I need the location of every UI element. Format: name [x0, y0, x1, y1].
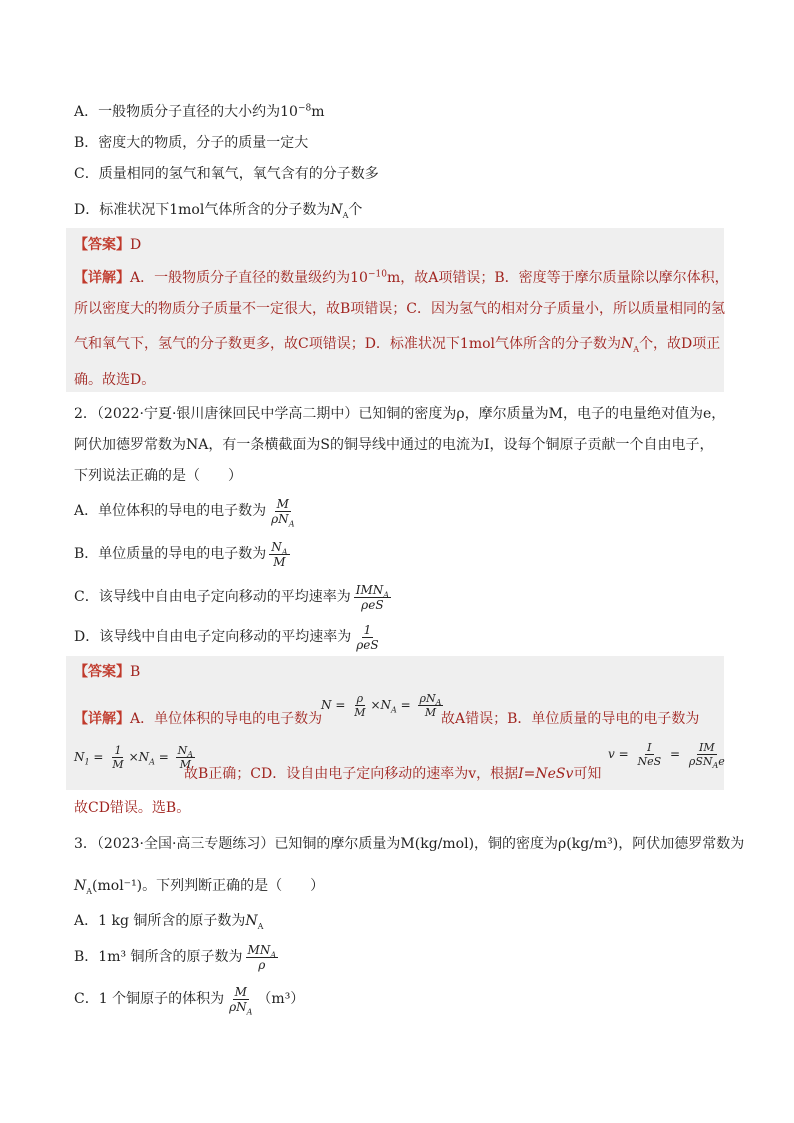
eq2-f2-den: M [179, 758, 191, 771]
eq1-equals: = [400, 698, 411, 712]
q2-detail-1a: A．单位体积的导电的电子数为 [130, 711, 323, 727]
q1-option-a-unit: m [311, 104, 325, 120]
q2-option-d-text: D．该导线中自由电子定向移动的平均速率为 [74, 629, 352, 645]
q1-detail-3-pre: 气和氧气下，氢气的分子数更多，故C项错误；D．标准状况下1mol气体所含的分子数为 [74, 336, 622, 352]
q2-answer-tag: 【答案】 [74, 664, 130, 680]
q2-equation-1 [321, 692, 446, 719]
q2-option-c-den: ρeS [361, 597, 384, 612]
q2-option-c-num: IMN [355, 582, 384, 597]
eq2-f1-num: 1 [114, 744, 122, 757]
q2-stem-line-2: 阿伏加德罗常数为NA，有一条横截面为S的铜导线中通过的电流为I，设每个铜原子贡献一个自由电子， [74, 437, 714, 453]
q2-option-b-num: N [271, 539, 282, 554]
q2-option-c [74, 580, 394, 614]
q2-option-d [74, 620, 384, 654]
q3-stem-sub: A [86, 886, 93, 896]
q2-option-a-den: ρN [271, 511, 289, 526]
q3-option-a-var: N [245, 913, 258, 929]
q3-option-b-text: B．1m³ 铜所含的原子数为 [74, 949, 243, 965]
q2-detail-2b: I=NeSv [518, 766, 574, 782]
q1-detail-tag: 【详解】 [74, 270, 130, 286]
q3-stem-line-1: 3．（2023·全国·高三专题练习）已知铜的摩尔质量为M(kg/mol)，铜的密度为ρ(kg/m³)，阿伏加德罗常数为 [74, 836, 745, 852]
q2-detail-tag: 【详解】 [74, 711, 130, 727]
q1-detail-line-1 [74, 268, 729, 288]
eq3-lhs: v = [608, 747, 629, 761]
q3-option-b-fraction [246, 943, 279, 972]
q2-option-a-text: A．单位体积的导电的电子数为 [74, 503, 267, 519]
q2-answer [74, 662, 140, 682]
q1-detail-1-pre: A．一般物质分子直径的数量级约为10 [130, 270, 368, 286]
q2-option-d-num: 1 [363, 622, 372, 637]
q1-detail-line-3 [74, 334, 720, 354]
q2-option-c-fraction [354, 583, 391, 612]
eq1-f2-den: M [424, 706, 437, 719]
q1-detail-1-post: m，故A项错误；B．密度等于摩尔质量除以摩尔体积， [386, 270, 729, 286]
q1-detail-3-var: N [621, 336, 634, 352]
q3-stem-var: N [74, 878, 87, 894]
q3-option-c [74, 982, 304, 1016]
q3-option-a [74, 911, 263, 931]
q2-answer-value: B [130, 664, 141, 680]
q2-option-b-den: M [273, 554, 286, 569]
q2-option-b-text: B．单位质量的导电的电子数为 [74, 546, 267, 562]
q3-option-c-den: ρN [229, 999, 247, 1014]
q1-detail-line-2: 所以密度大的物质分子质量不一定很大，故B项错误；C．因为氢气的相对分子质量小，所以质量相同的氢 [74, 301, 725, 317]
eq3-f2-den-sub: A [712, 761, 719, 771]
q1-option-a-exp: −8 [297, 103, 312, 114]
q3-option-c-post: （m³） [257, 991, 305, 1007]
q2-detail-line-1b: 故A错误；B．单位质量的导电的电子数为 [441, 711, 700, 727]
q2-detail-2c: 可知 [573, 766, 602, 782]
q2-option-d-fraction [354, 623, 380, 652]
q2-option-a-den-sub: A [288, 518, 295, 528]
eq3-f1-num: I [647, 741, 652, 754]
q1-option-d-var: N [330, 202, 343, 218]
q2-option-c-text: C．该导线中自由电子定向移动的平均速率为 [74, 589, 351, 605]
q3-option-b-num-sub: A [270, 949, 277, 959]
q3-option-c-fraction [227, 985, 254, 1014]
q2-stem-line-3: 下列说法正确的是（ ） [74, 468, 242, 484]
q3-option-c-den-sub: A [246, 1006, 253, 1016]
eq2-equals-2: = [158, 750, 169, 764]
q3-option-b-den: ρ [258, 957, 266, 972]
eq2-f2-num: N [177, 744, 188, 757]
q2-option-b [74, 537, 293, 571]
q2-option-b-num-sub: A [281, 546, 288, 556]
eq3-tail: e [718, 755, 725, 768]
eq1-f2-num-sub: A [435, 698, 442, 708]
eq1-sub: A [391, 705, 397, 715]
q1-option-b: B．密度大的物质，分子的质量一定大 [74, 135, 309, 151]
q2-detail-line-3: 故CD错误。选B。 [74, 800, 191, 816]
eq2-equals: = [93, 750, 104, 764]
q3-option-b-num: MN [247, 942, 271, 957]
q3-option-a-text: A．1 kg 铜所含的原子数为 [74, 913, 246, 929]
q2-option-a-fraction [269, 497, 296, 526]
eq2-times: ×N [128, 750, 150, 764]
q1-option-d [74, 200, 362, 220]
q2-detail-line-1 [74, 709, 322, 729]
q2-detail-2a: 故B正确；CD．设自由电子定向移动的速率为v，根据 [184, 766, 519, 782]
eq1-f1-den: M [354, 706, 366, 719]
q2-option-d-den: ρeS [356, 637, 379, 652]
q2-option-a-num: M [276, 496, 289, 511]
q2-equation-3 [608, 741, 730, 771]
eq2-sub: A [149, 757, 155, 767]
q3-stem-2-text: (mol⁻¹)。下列判断正确的是（ ） [92, 878, 325, 894]
q1-detail-3-sub: A [633, 344, 640, 354]
eq1-times: ×N [370, 698, 392, 712]
eq2-lhs: N [74, 750, 85, 764]
q1-option-c: C．质量相同的氢气和氧气，氧气含有的分子数多 [74, 166, 379, 182]
eq3-f2-num: IM [699, 741, 715, 754]
eq2-f1-den: M [112, 758, 124, 771]
q1-detail-3-post: 个，故D项正 [639, 336, 721, 352]
q1-option-d-sub: A [342, 210, 349, 220]
q1-detail-line-4: 确。故选D。 [74, 372, 156, 388]
q1-answer-tag: 【答案】 [74, 237, 130, 253]
q3-option-b [74, 940, 281, 974]
q3-option-a-sub: A [257, 921, 264, 931]
eq3-equals: = [669, 747, 681, 761]
q2-equation-2 [74, 744, 198, 771]
q1-option-d-post: 个 [348, 202, 363, 218]
q2-detail-line-2 [184, 764, 601, 784]
q1-answer [74, 235, 141, 255]
q3-stem-line-2 [74, 876, 324, 896]
q2-option-a [74, 494, 299, 528]
eq1-f2-num: ρN [419, 692, 436, 705]
q3-option-c-text: C．1 个铜原子的体积为 [74, 991, 225, 1007]
eq2-lhs-sub: 1 [84, 757, 90, 767]
q2-stem-line-1: 2．（2022·宁夏·银川唐徕回民中学高二期中）已知铜的密度为ρ，摩尔质量为M，电子的电量绝对值为e， [74, 406, 726, 422]
q3-option-c-num: M [234, 984, 247, 999]
eq3-f1-den: NeS [637, 755, 662, 768]
q2-option-c-num-sub: A [383, 589, 390, 599]
q1-answer-value: D [130, 237, 142, 253]
q1-option-d-text: D．标准状况下1mol气体所含的分子数为 [74, 202, 331, 218]
q1-option-a-text: A．一般物质分子直径的大小约为10 [74, 104, 298, 120]
q2-option-b-fraction [269, 540, 289, 569]
q1-detail-1-exp: −10 [367, 269, 387, 280]
eq2-f2-num-sub: A [187, 750, 194, 760]
eq1-f1-num: ρ [356, 692, 364, 705]
eq3-f2-den: ρSN [688, 755, 713, 768]
eq1-lhs: N = [321, 698, 346, 712]
q1-option-a [74, 102, 325, 122]
